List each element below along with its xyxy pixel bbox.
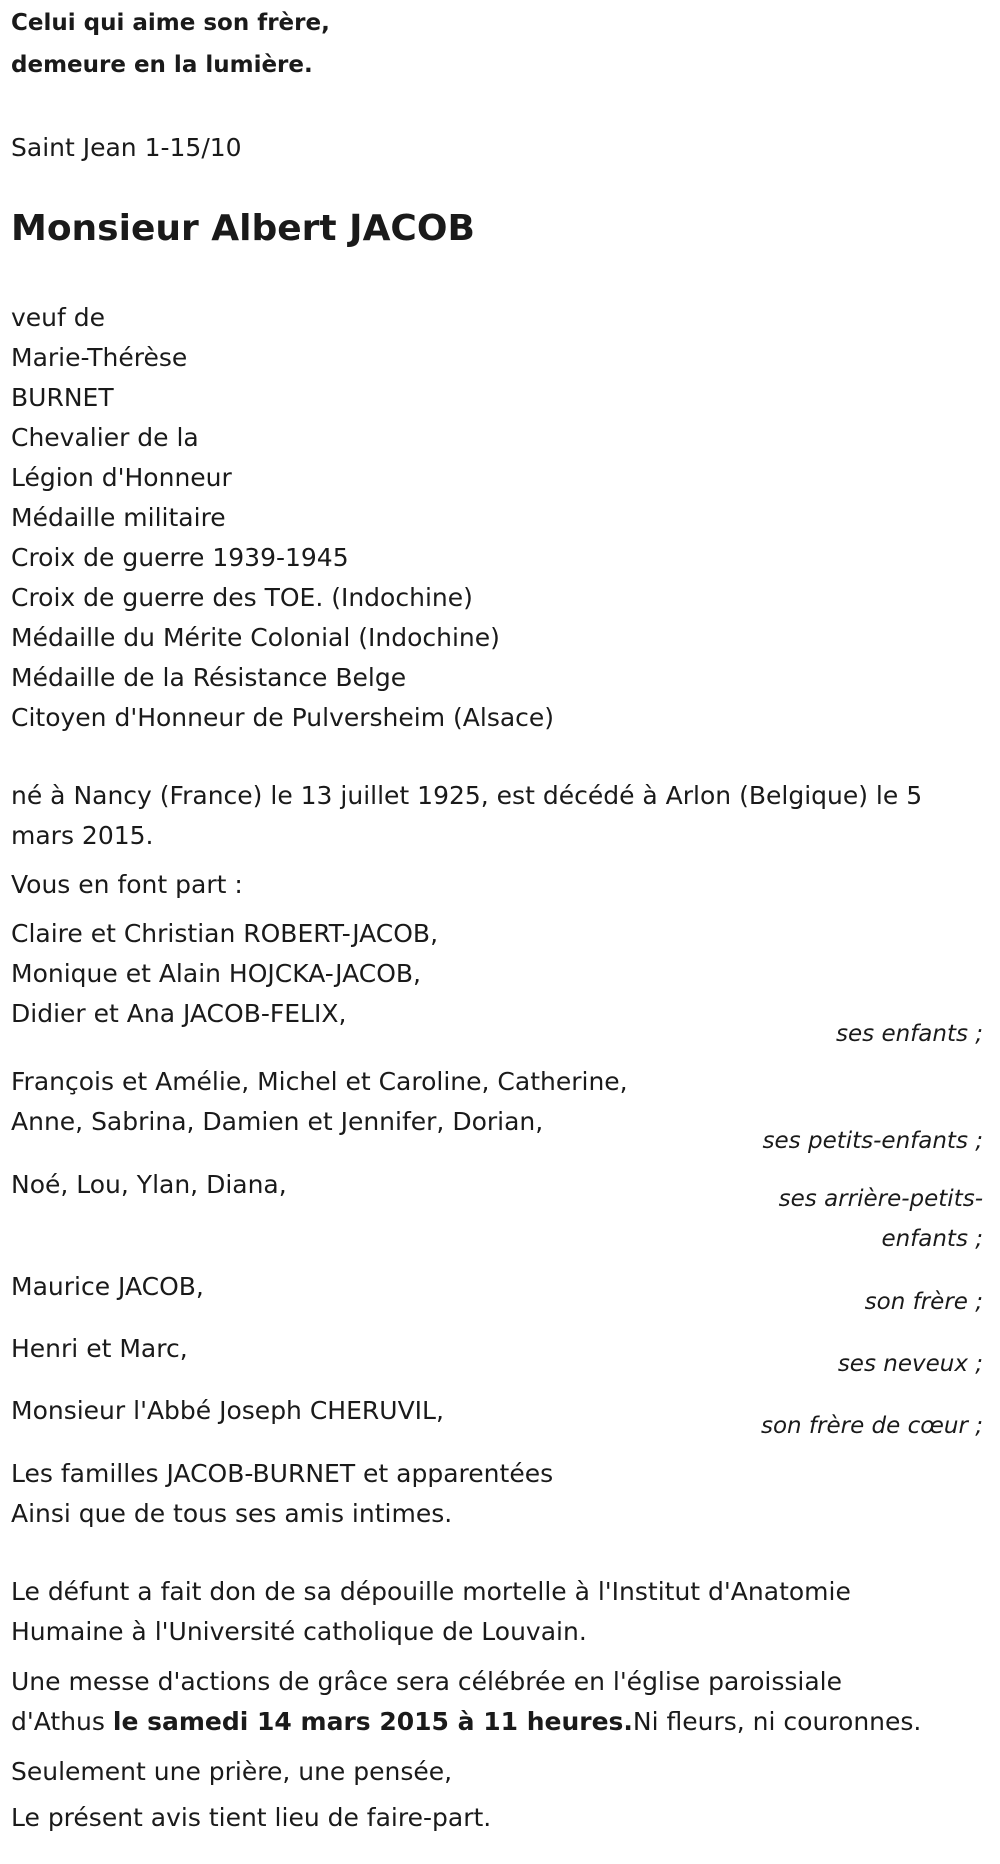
families-line-2: Ainsi que de tous ses amis intimes. <box>11 1499 453 1528</box>
family-member: Anne, Sabrina, Damien et Jennifer, Dorian, <box>11 1107 544 1136</box>
honours-item: Citoyen d'Honneur de Pulversheim (Alsace) <box>11 703 555 732</box>
donation-line-1: Le défunt a fait don de sa dépouille mortelle à l'Institut d'Anatomie <box>11 1577 851 1606</box>
honours-item: Croix de guerre des TOE. (Indochine) <box>11 583 473 612</box>
family-member: Claire et Christian ROBERT-JACOB, <box>11 919 439 948</box>
quote-line-2: demeure en la lumière. <box>11 52 313 78</box>
grandchildren-relation-label: ses petits-enfants ; <box>762 1128 983 1154</box>
honours-item: Médaille militaire <box>11 503 226 532</box>
nephews-relation-label: ses neveux ; <box>837 1351 983 1377</box>
mass-line-2 <box>11 1702 921 1742</box>
great-grandchildren-names: Noé, Lou, Ylan, Diana, <box>11 1170 287 1199</box>
birth-death-line-1: né à Nancy (France) le 13 juillet 1925, est décédé à Arlon (Belgique) le 5 <box>11 781 923 810</box>
mass-date-time: le samedi 14 mars 2015 à 11 heures. <box>112 1707 633 1736</box>
deceased-name: Monsieur Albert JACOB <box>11 208 475 249</box>
honours-item: Médaille du Mérite Colonial (Indochine) <box>11 623 500 652</box>
heart-brother-name: Monsieur l'Abbé Joseph CHERUVIL, <box>11 1396 444 1425</box>
families-line-1: Les familles JACOB-BURNET et apparentées <box>11 1459 554 1488</box>
great-grandchildren-label-line-2: enfants ; <box>881 1226 983 1252</box>
announce-text: Vous en font part : <box>11 870 243 899</box>
brother-name: Maurice JACOB, <box>11 1272 204 1301</box>
donation-line-2: Humaine à l'Université catholique de Louvain. <box>11 1617 587 1646</box>
mass-text <box>11 1662 921 1742</box>
family-member: Monique et Alain HOJCKA-JACOB, <box>11 959 421 988</box>
honours-item: veuf de <box>11 303 106 332</box>
great-grandchildren-label-line-1: ses arrière-petits- <box>778 1186 983 1212</box>
honours-item: BURNET <box>11 383 114 412</box>
birth-death-line-2: mars 2015. <box>11 821 154 850</box>
children-list <box>11 914 438 1034</box>
family-member: Didier et Ana JACOB-FELIX, <box>11 999 347 1028</box>
mass-line-1: Une messe d'actions de grâce sera célébrée en l'église paroissiale <box>11 1667 842 1696</box>
honours-item: Chevalier de la <box>11 423 199 452</box>
donation-text <box>11 1572 851 1652</box>
brother-relation-label: son frère ; <box>864 1289 983 1315</box>
birth-death-text <box>11 776 922 856</box>
heart-brother-relation-label: son frère de cœur ; <box>760 1413 983 1439</box>
closing-line-1: Seulement une prière, une pensée, <box>11 1757 453 1786</box>
honours-item: Médaille de la Résistance Belge <box>11 663 407 692</box>
honours-item: Croix de guerre 1939-1945 <box>11 543 349 572</box>
family-member: François et Amélie, Michel et Caroline, Catherine, <box>11 1067 628 1096</box>
quote-line-1: Celui qui aime son frère, <box>11 10 330 36</box>
mass-line-2-end: Ni fleurs, ni couronnes. <box>632 1707 922 1736</box>
honours-list <box>11 298 554 738</box>
bible-reference: Saint Jean 1-15/10 <box>11 133 242 162</box>
honours-item: Marie-Thérèse <box>11 343 188 372</box>
honours-item: Légion d'Honneur <box>11 463 232 492</box>
families-text <box>11 1454 553 1534</box>
grandchildren-list <box>11 1062 628 1142</box>
nephews-names: Henri et Marc, <box>11 1334 188 1363</box>
closing-line-2: Le présent avis tient lieu de faire-part. <box>11 1803 492 1832</box>
children-relation-label: ses enfants ; <box>836 1021 983 1047</box>
mass-line-2-start: d'Athus <box>11 1707 113 1736</box>
